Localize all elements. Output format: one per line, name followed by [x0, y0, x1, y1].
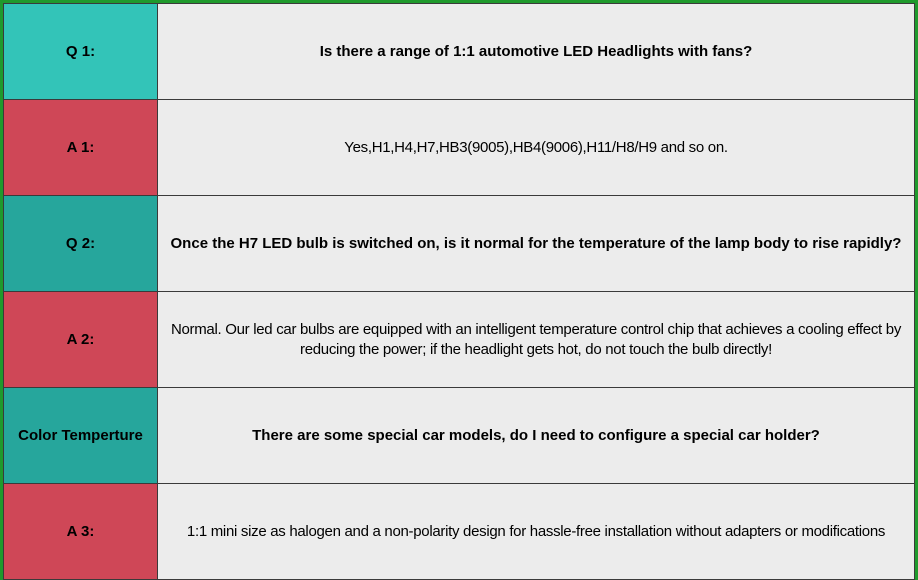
row-label-a3: A 3: — [4, 484, 158, 580]
table-row — [4, 484, 915, 580]
answer-text: 1:1 mini size as halogen and a non-polarity design for hassle-free installation without adapters or modifications — [158, 484, 915, 580]
faq-table — [3, 3, 915, 580]
question-text: Is there a range of 1:1 automotive LED Headlights with fans? — [158, 4, 915, 100]
question-text: There are some special car models, do I need to configure a special car holder? — [158, 388, 915, 484]
table-row — [4, 100, 915, 196]
answer-text: Normal. Our led car bulbs are equipped with an intelligent temperature control chip that achieves a cooling effect by reducing the power; if the headlight gets hot, do not touch the bulb directly! — [158, 292, 915, 388]
table-row — [4, 196, 915, 292]
row-label-q1: Q 1: — [4, 4, 158, 100]
row-label-a1: A 1: — [4, 100, 158, 196]
row-label-q2: Q 2: — [4, 196, 158, 292]
answer-text: Yes,H1,H4,H7,HB3(9005),HB4(9006),H11/H8/H9 and so on. — [158, 100, 915, 196]
table-row — [4, 388, 915, 484]
row-label-a2: A 2: — [4, 292, 158, 388]
row-label-color-temperture: Color Temperture — [4, 388, 158, 484]
table-row — [4, 4, 915, 100]
question-text: Once the H7 LED bulb is switched on, is it normal for the temperature of the lamp body to rise rapidly? — [158, 196, 915, 292]
table-row — [4, 292, 915, 388]
